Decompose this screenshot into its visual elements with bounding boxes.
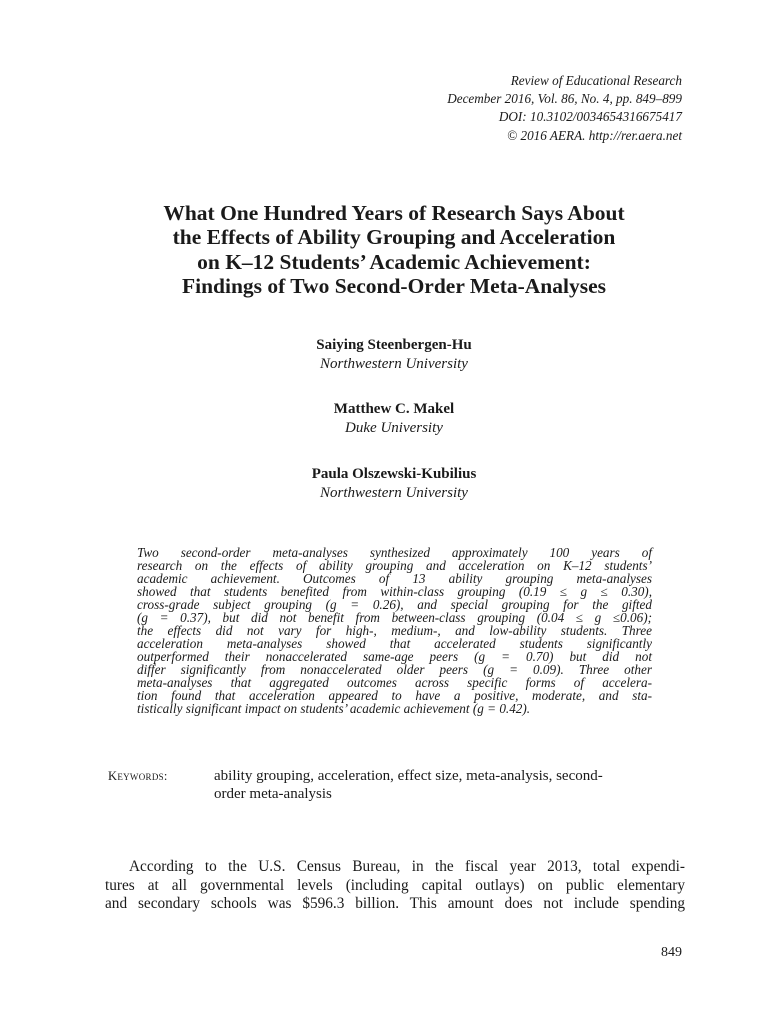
title-line: Findings of Two Second-Order Meta-Analyses [181,273,607,298]
abstract-line: (g = 0.37), but did not benefit from between-class grouping (0.04 ≤ g ≤0.06); [137,610,652,625]
author-block [0,465,768,503]
keywords-line: ability grouping, acceleration, effect size, meta-analysis, second- [214,768,603,784]
abstract-line: the effects did not vary for high-, medium-, and low-ability students. Three [137,623,652,638]
title-line: What One Hundred Years of Research Says About [163,201,625,225]
copyright: © 2016 AERA. http://rer.aera.net [507,127,682,143]
author-affiliation: Northwestern University [320,356,468,372]
doi: DOI: 10.3102/0034654316675417 [498,109,682,125]
author-affiliation: Northwestern University [320,485,468,501]
journal-name: Review of Educational Research [510,73,682,88]
abstract-line: differ significantly from nonaccelerated older peers (g = 0.09). Three other [137,662,652,677]
body-paragraph [105,858,685,914]
author-block [0,400,768,438]
author-name: Paula Olszewski-Kubilius [311,466,477,482]
title-line: on K–12 Students’ Academic Achievement: [197,249,591,274]
abstract-line: acceleration meta-analyses showed that accelerated students significantly [137,636,652,651]
body-line: tures at all governmental levels (including capital outlays) on public elementary [105,876,685,894]
abstract-line: cross-grade subject grouping (g = 0.26), and special grouping for the gifted [137,597,652,612]
author-affiliation: Duke University [345,420,443,436]
abstract-line: meta-analyses that aggregated outcomes across specific forms of accelera- [137,675,652,690]
abstract-line: research on the effects of ability grouping and acceleration on K–12 students’ [137,558,652,573]
abstract-line: tion found that acceleration appeared to have a positive, moderate, and sta- [137,688,652,703]
keywords-label: Keywords: [108,769,168,783]
body-line: and secondary schools was $596.3 billion. This amount does not include spending [105,895,685,912]
article-title [60,201,728,298]
keywords-line: order meta-analysis [214,786,332,802]
author-name: Saiying Steenbergen-Hu [316,337,472,353]
abstract-line: outperformed their nonaccelerated same-age peers (g = 0.70) but did not [137,649,652,664]
title-line: the Effects of Ability Grouping and Acceleration [172,225,616,250]
abstract-line: academic achievement. Outcomes of 13 ability grouping meta-analyses [137,571,652,586]
page-number: 849 [661,945,682,960]
abstract-line: Two second-order meta-analyses synthesized approximately 100 years of [137,545,652,560]
abstract [137,546,652,715]
keywords-list [214,767,684,803]
abstract-line: tistically significant impact on students’ academic achievement (g = 0.42). [137,701,531,716]
journal-masthead [447,72,682,145]
body-line: According to the U.S. Census Bureau, in the fiscal year 2013, total expendi- [129,858,685,875]
issue-info: December 2016, Vol. 86, No. 4, pp. 849–899 [447,91,682,107]
author-name: Matthew C. Makel [333,401,455,417]
abstract-line: showed that students benefited from within-class grouping (0.19 ≤ g ≤ 0.30), [137,584,652,599]
author-block [0,336,768,374]
